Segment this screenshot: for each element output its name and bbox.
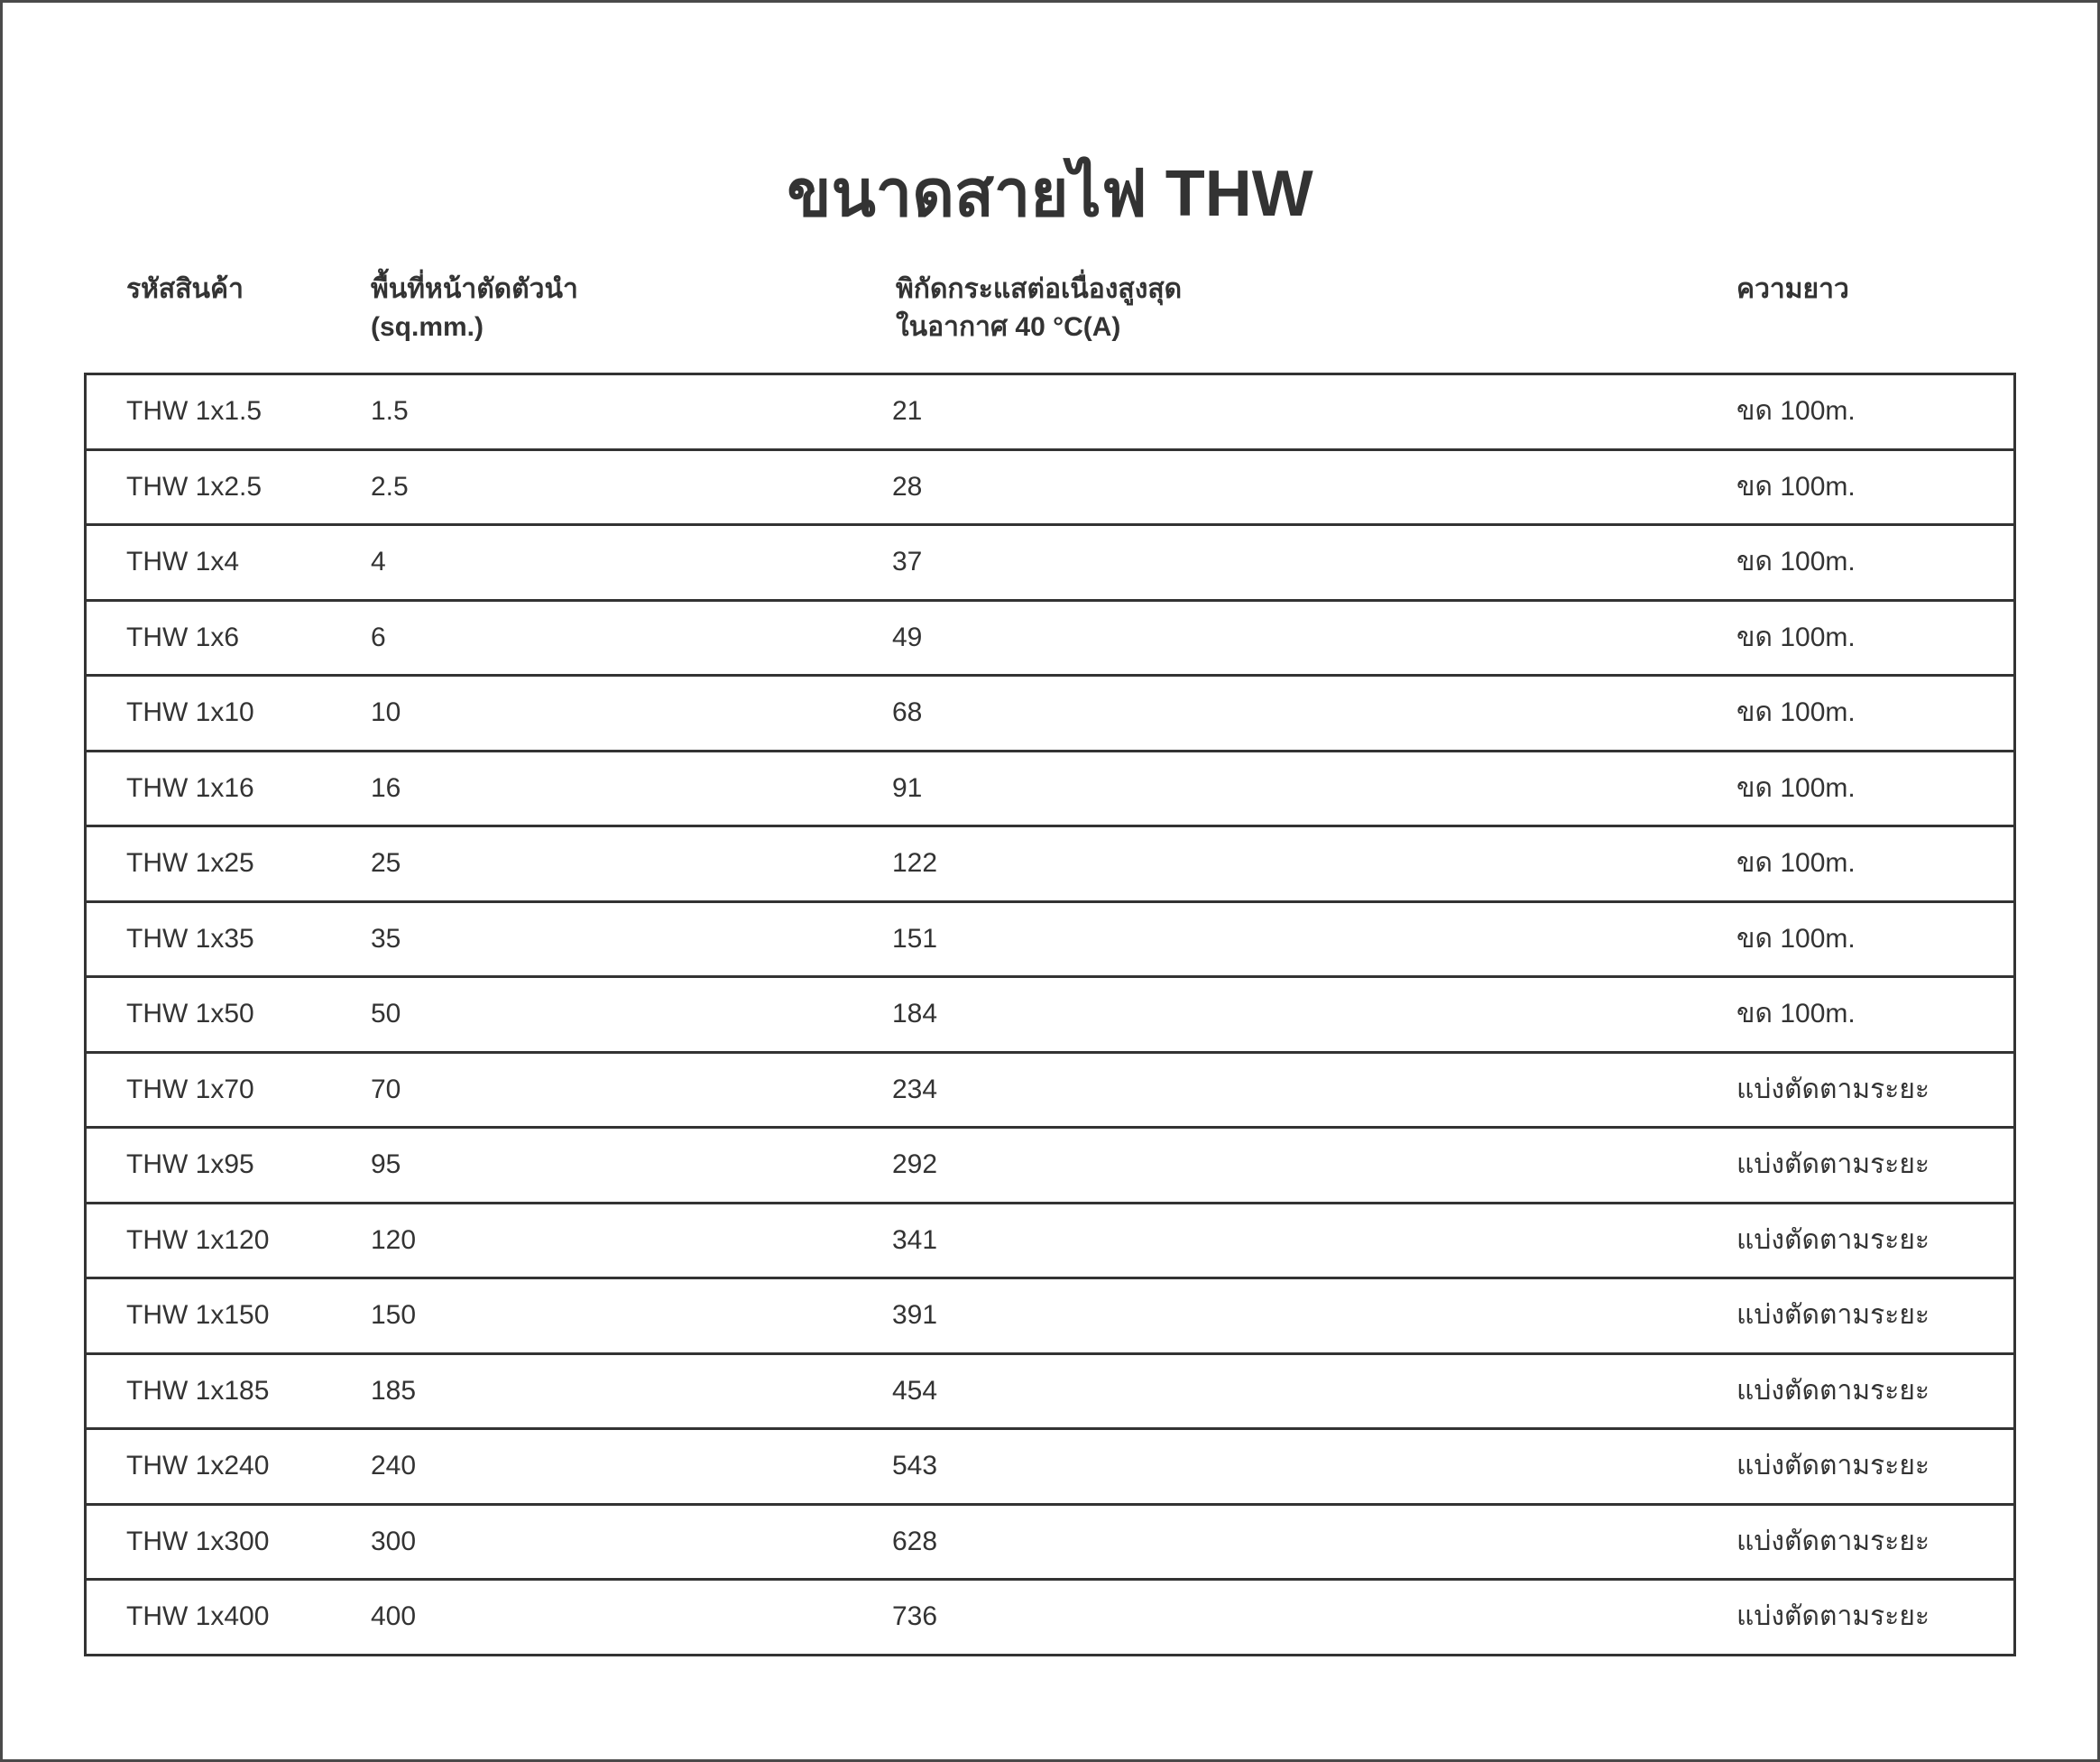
cell-area: 1.5 — [371, 396, 409, 426]
cell-current: 292 — [892, 1149, 938, 1179]
cell-current: 122 — [892, 848, 938, 878]
cell-code: THW 1x300 — [126, 1526, 270, 1556]
page-title: ขนาดสายไฟ THW — [787, 158, 1313, 230]
cell-length: ขด 100m. — [1736, 396, 1856, 426]
cell-area: 185 — [371, 1375, 417, 1406]
table-row — [87, 375, 2013, 451]
cell-code: THW 1x1.5 — [126, 396, 262, 426]
cell-code: THW 1x2.5 — [126, 471, 262, 502]
cell-area: 25 — [371, 848, 401, 878]
cell-current: 543 — [892, 1451, 938, 1481]
cell-code: THW 1x95 — [126, 1149, 254, 1179]
cell-current: 151 — [892, 923, 938, 954]
table-row — [87, 903, 2013, 979]
cell-current: 341 — [892, 1224, 938, 1255]
cell-length: แบ่งตัดตามระยะ — [1736, 1074, 1930, 1104]
cell-length: แบ่งตัดตามระยะ — [1736, 1601, 1930, 1631]
cell-code: THW 1x6 — [126, 622, 240, 652]
cell-length: แบ่งตัดตามระยะ — [1736, 1526, 1930, 1556]
header-area-line1: พื้นที่หน้าตัดตัวนำ — [371, 274, 578, 304]
cell-length: แบ่งตัดตามระยะ — [1736, 1300, 1930, 1330]
cell-area: 4 — [371, 547, 386, 577]
cell-code: THW 1x70 — [126, 1074, 254, 1104]
cell-area: 6 — [371, 622, 386, 652]
table-row — [87, 451, 2013, 527]
cell-area: 95 — [371, 1149, 401, 1179]
table-row — [87, 526, 2013, 602]
cell-current: 68 — [892, 697, 923, 727]
table-row — [87, 752, 2013, 828]
cell-length: ขด 100m. — [1736, 547, 1856, 577]
table-row — [87, 1129, 2013, 1204]
cell-code: THW 1x10 — [126, 697, 254, 727]
cell-area: 70 — [371, 1074, 401, 1104]
cell-current: 37 — [892, 547, 923, 577]
cell-current: 49 — [892, 622, 923, 652]
cell-area: 50 — [371, 999, 401, 1029]
cell-current: 234 — [892, 1074, 938, 1104]
cell-area: 120 — [371, 1224, 417, 1255]
cell-code: THW 1x50 — [126, 999, 254, 1029]
header-code — [126, 271, 244, 309]
cell-current: 21 — [892, 396, 923, 426]
cell-length: ขด 100m. — [1736, 923, 1856, 954]
cell-length: แบ่งตัดตามระยะ — [1736, 1375, 1930, 1406]
table-row — [87, 602, 2013, 678]
cell-length: ขด 100m. — [1736, 622, 1856, 652]
cell-area: 10 — [371, 697, 401, 727]
header-code-label: รหัสสินค้า — [126, 274, 244, 304]
cell-code: THW 1x400 — [126, 1601, 270, 1631]
cell-length: ขด 100m. — [1736, 697, 1856, 727]
table-row — [87, 978, 2013, 1054]
table-row — [87, 1581, 2013, 1656]
table-row — [87, 677, 2013, 752]
cell-area: 2.5 — [371, 471, 409, 502]
table-row — [87, 827, 2013, 903]
cell-length: แบ่งตัดตามระยะ — [1736, 1451, 1930, 1481]
header-current-line1: พิกัดกระแสต่อเนื่องสูงสุด — [896, 274, 1183, 304]
cell-current: 454 — [892, 1375, 938, 1406]
cell-length: ขด 100m. — [1736, 848, 1856, 878]
table-row — [87, 1204, 2013, 1280]
table-header — [0, 271, 2100, 370]
header-area — [371, 271, 578, 346]
cell-current: 184 — [892, 999, 938, 1029]
cell-code: THW 1x16 — [126, 772, 254, 803]
table-row — [87, 1355, 2013, 1431]
cell-area: 35 — [371, 923, 401, 954]
cell-area: 16 — [371, 772, 401, 803]
cell-code: THW 1x185 — [126, 1375, 270, 1406]
cell-area: 300 — [371, 1526, 417, 1556]
cell-current: 28 — [892, 471, 923, 502]
cell-area: 150 — [371, 1300, 417, 1330]
header-current — [896, 271, 1182, 346]
cell-code: THW 1x4 — [126, 547, 240, 577]
cell-current: 391 — [892, 1300, 938, 1330]
header-area-line2: (sq.mm.) — [371, 312, 484, 342]
cell-length: แบ่งตัดตามระยะ — [1736, 1149, 1930, 1179]
cell-area: 400 — [371, 1601, 417, 1631]
cell-length: ขด 100m. — [1736, 471, 1856, 502]
cell-current: 736 — [892, 1601, 938, 1631]
cell-length: ขด 100m. — [1736, 999, 1856, 1029]
cell-length: ขด 100m. — [1736, 772, 1856, 803]
cell-code: THW 1x25 — [126, 848, 254, 878]
cell-code: THW 1x120 — [126, 1224, 270, 1255]
table-row — [87, 1054, 2013, 1130]
table-row — [87, 1506, 2013, 1582]
cell-code: THW 1x150 — [126, 1300, 270, 1330]
table-row — [87, 1279, 2013, 1355]
header-length — [1736, 271, 1849, 309]
cable-size-table — [84, 373, 2016, 1656]
table-row — [87, 1430, 2013, 1506]
cell-area: 240 — [371, 1451, 417, 1481]
header-current-line2: ในอากาศ 40 °C(A) — [896, 312, 1121, 342]
header-length-label: ความยาว — [1736, 274, 1849, 304]
cell-current: 628 — [892, 1526, 938, 1556]
cell-code: THW 1x240 — [126, 1451, 270, 1481]
cell-code: THW 1x35 — [126, 923, 254, 954]
cell-current: 91 — [892, 772, 923, 803]
cell-length: แบ่งตัดตามระยะ — [1736, 1224, 1930, 1255]
